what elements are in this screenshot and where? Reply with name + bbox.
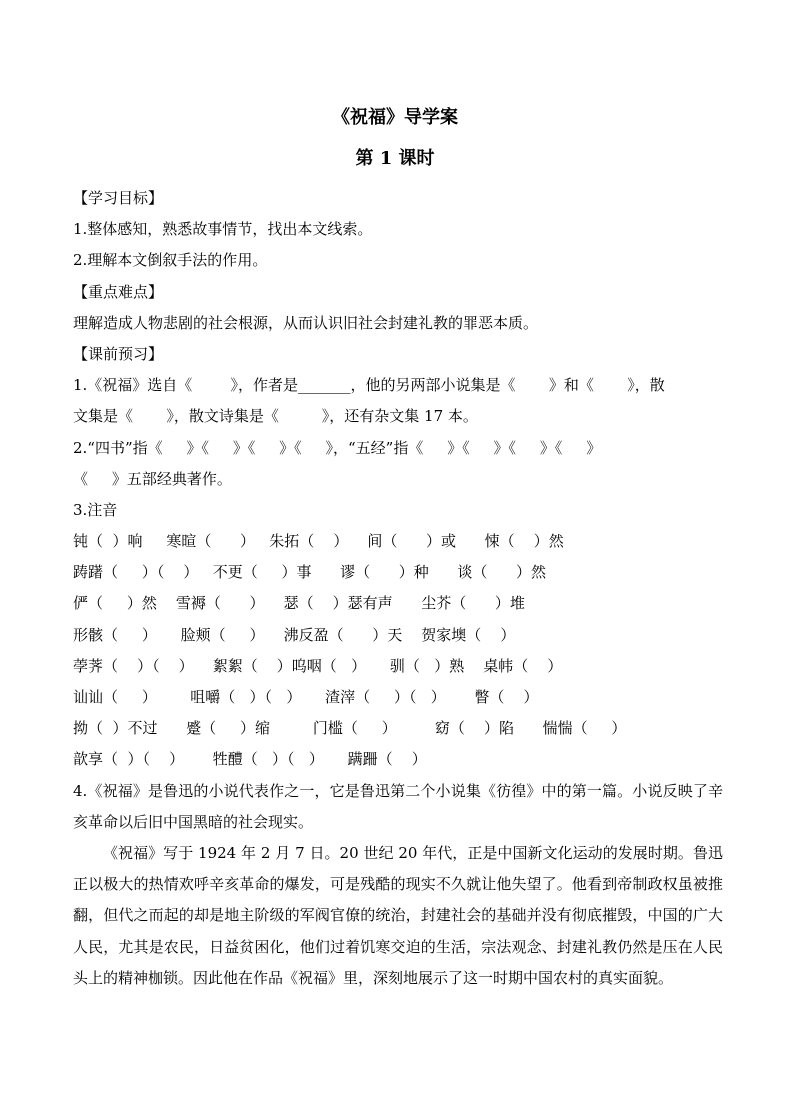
pinyin-row: 荸荠（ ）（ ） 絮絮（ ）呜咽（ ） 驯（ ）熟 桌帏（ ） — [73, 656, 563, 675]
pinyin-row: 俨（ ）然 雪褥（ ） 瑟（ ）瑟有声 尘芥（ ）堆 — [73, 594, 525, 613]
preview-question-1-line-1: 1.《祝福》选自《 》，作者是_______，他的另两部小说集是《 》和《 》，散 — [73, 376, 665, 395]
preview-question-1-line-2: 文集是《 》，散文诗集是《 》，还有杂文集 17 本。 — [73, 407, 478, 426]
objective-2: 2.理解本文倒叙手法的作用。 — [73, 251, 268, 270]
pinyin-row: 形骸（ ） 脸颊（ ） 沸反盈（ ）天 贺家墺（ ） — [73, 625, 516, 644]
pinyin-row: 踌躇（ ）（ ） 不更（ ）事 谬（ ）种 谈（ ）然 — [73, 563, 546, 582]
document-subtitle: 第 1 课时 — [355, 148, 435, 169]
objective-1: 1.整体感知，熟悉故事情节，找出本文线索。 — [73, 220, 373, 239]
document-body — [73, 183, 723, 994]
document-title: 《祝福》导学案 — [332, 107, 458, 128]
preview-question-2-line-1: 2.“四书”指《 》《 》《 》《 》，“五经”指《 》《 》《 》《 》 — [73, 438, 602, 457]
preview-question-3-heading: 3.注音 — [73, 500, 118, 519]
pinyin-row: 歆享（ ）（ ） 牲醴（ ）（ ） 蹒跚（ ） — [73, 750, 427, 769]
section-heading-preview: 【课前预习】 — [73, 344, 164, 363]
pinyin-row: 拗（ ）不过 蹙（ ）缩 门槛（ ） 窈（ ）陷 惴惴（ ） — [73, 719, 627, 738]
key-point-text: 理解造成人物悲剧的社会根源，从而认识旧社会封建礼教的罪恶本质。 — [73, 313, 539, 332]
pinyin-row: 钝（ ）响 寒暄（ ） 朱拓（ ） 间（ ）或 悚（ ）然 — [73, 532, 564, 551]
preview-question-2-line-2: 《 》五部经典著作。 — [73, 469, 232, 488]
paragraph-background-2: 《祝福》写于 1924 年 2 月 7 日。20 世纪 20 年代，正是中国新文化运动的发展时期。鲁迅正以极大的热情欢呼辛亥革命的爆发，可是残酷的现实不久就让他失望了。他看到帝制政权虽被推翻，但代之而起的却是地主阶级的军阀官僚的统治，封建社会的基础并没有彻底摧毁，中国的广大人民，尤其是农民，日益贫困化，他们过着饥寒交迫的生活，宗法观念、封建礼教仍然是压在人民头上的精神枷锁。因此他在作品《祝福》里，深刻地展示了这一时期中国农村的真实面貌。 — [73, 843, 723, 987]
pinyin-row: 讪讪（ ） 咀嚼（ ）（ ） 渣滓（ ）（ ） 瞥（ ） — [73, 688, 539, 706]
section-heading-key-points: 【重点难点】 — [73, 282, 164, 301]
section-heading-objectives: 【学习目标】 — [73, 189, 164, 207]
paragraph-background-1: 4.《祝福》是鲁迅的小说代表作之一，它是鲁迅第二个小说集《彷徨》中的第一篇。小说反映了辛亥革命以后旧中国黑暗的社会现实。 — [73, 781, 723, 831]
